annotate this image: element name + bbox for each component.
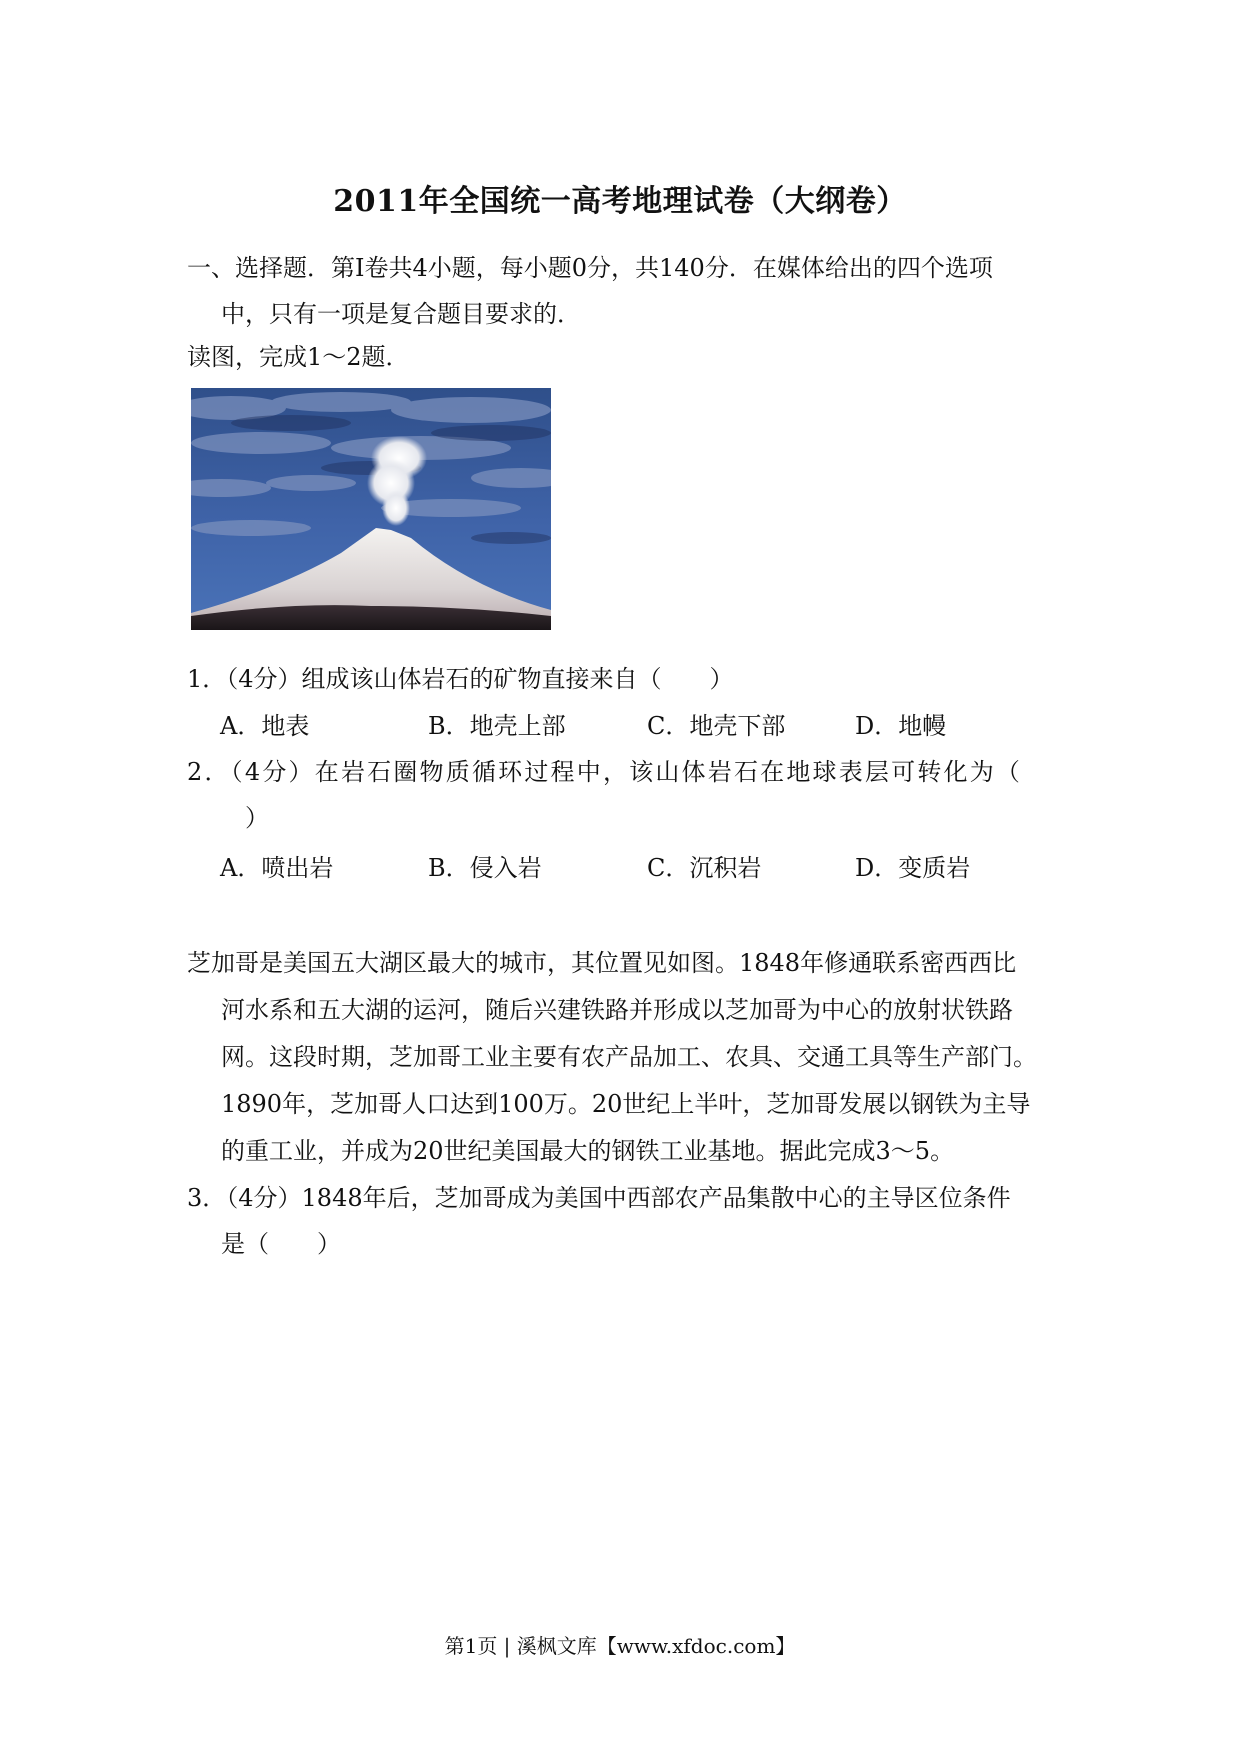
question-2-stem-continued: ） [245, 804, 269, 832]
question-3-stem: 3．（4分）1848年后，芝加哥成为美国中西部农产品集散中心的主导区位条件 [187, 1184, 1011, 1212]
question-1-stem: 1．（4分）组成该山体岩石的矿物直接来自（ ） [187, 665, 734, 693]
section-line-1: 一、选择题．第I卷共4小题，每小题0分，共140分．在媒体给出的四个选项 [187, 254, 993, 282]
page-footer: 第1页 | 溪枫文库【www.xfdoc.com】 [444, 1634, 796, 1658]
question-1-option-d: D．地幔 [855, 712, 947, 740]
passage-line-2: 河水系和五大湖的运河，随后兴建铁路并形成以芝加哥为中心的放射状铁路 [221, 996, 1013, 1024]
question-2-stem: 2．（4分）在岩石圈物质循环过程中，该山体岩石在地球表层可转化为（ [187, 758, 1023, 786]
passage-line-3: 网。这段时期，芝加哥工业主要有农产品加工、农具、交通工具等生产部门。 [221, 1043, 1037, 1071]
section-instructions [187, 245, 1057, 337]
question-1-option-a: A．地表 [220, 712, 310, 740]
page-title: 2011年全国统一高考地理试卷（大纲卷） [333, 184, 907, 219]
question-2-option-d: D．变质岩 [855, 854, 971, 882]
passage-line-1: 芝加哥是美国五大湖区最大的城市，其位置见如图。1848年修通联系密西西比 [187, 949, 1017, 977]
chicago-passage [187, 940, 1067, 1175]
question-1-option-c: C．地壳下部 [647, 712, 786, 740]
question-2-option-a: A．喷出岩 [220, 854, 334, 882]
question-2-option-c: C．沉积岩 [647, 854, 762, 882]
read-prompt: 读图，完成1～2题． [187, 343, 410, 371]
volcano-photo [191, 388, 551, 630]
passage-line-5: 的重工业，并成为20世纪美国最大的钢铁工业基地。据此完成3～5。 [221, 1137, 955, 1165]
question-3-stem-continued: 是（ ） [221, 1230, 341, 1258]
section-line-2: 中，只有一项是复合题目要求的． [221, 300, 581, 328]
question-1-option-b: B．地壳上部 [428, 712, 566, 740]
question-2-option-b: B．侵入岩 [428, 854, 542, 882]
passage-line-4: 1890年，芝加哥人口达到100万。20世纪上半叶，芝加哥发展以钢铁为主导 [221, 1090, 1031, 1118]
